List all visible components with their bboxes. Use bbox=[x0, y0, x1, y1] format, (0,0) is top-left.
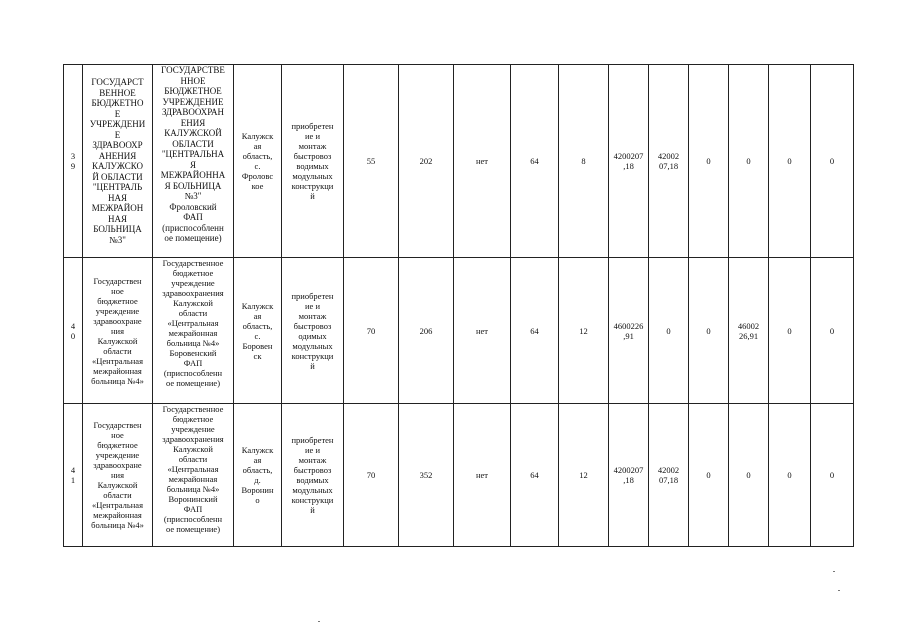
location-cell bbox=[234, 258, 282, 404]
value-cell-text: 55 bbox=[366, 156, 376, 166]
value-cell bbox=[454, 404, 511, 547]
amount-cell-text: 46002 26,91 bbox=[737, 320, 760, 341]
object-cell-text: ГОСУДАРСТВЕ ННОЕ БЮДЖЕТНОЕ УЧРЕЖДЕНИЕ ЗДРАВООХРАН ЕНИЯ КАЛУЖСКОЙ ОБЛАСТИ "ЦЕНТРАЛЬНА Я МЕЖРАЙОННА Я БОЛЬНИЦА №3" Фроловский ФАП (приспособленн ое помещение) bbox=[160, 65, 226, 243]
value-cell-text: 70 bbox=[366, 470, 376, 480]
row-number-cell bbox=[64, 258, 83, 404]
value-cell bbox=[511, 65, 559, 258]
value-cell-text: 0 bbox=[829, 470, 835, 480]
value-cell bbox=[511, 258, 559, 404]
value-cell bbox=[689, 404, 729, 547]
amount-cell-text: 4200207 ,18 bbox=[613, 151, 644, 171]
value-cell-text: 0 bbox=[706, 156, 711, 166]
work-type-cell-text: приобретен ие и монтаж быстровоз водимых модульных конструкци й bbox=[291, 121, 334, 201]
scan-speck bbox=[833, 571, 835, 572]
value-cell bbox=[689, 258, 729, 404]
table-row bbox=[64, 258, 854, 404]
work-type-cell bbox=[282, 65, 344, 258]
amount-cell-text: 4200207 ,18 bbox=[613, 465, 644, 485]
row-number-cell bbox=[64, 404, 83, 547]
scan-speck bbox=[838, 590, 840, 591]
work-type-cell-text: приобретен ие и монтаж быстровоз одимых модульных конструкци й bbox=[291, 290, 334, 371]
value-cell-text: нет bbox=[475, 156, 489, 166]
value-cell-text: 64 bbox=[530, 470, 539, 480]
organization-cell bbox=[83, 258, 153, 404]
work-type-cell bbox=[282, 404, 344, 547]
value-cell bbox=[399, 404, 454, 547]
value-cell bbox=[811, 65, 854, 258]
organization-cell-text: Государствен ное бюджетное учреждение здравоохране ния Калужской области «Центральная межрайонная больница №4» bbox=[91, 420, 144, 530]
value-cell bbox=[559, 258, 609, 404]
row-number-cell bbox=[64, 65, 83, 258]
location-cell bbox=[234, 65, 282, 258]
value-cell bbox=[344, 404, 399, 547]
amount-cell bbox=[729, 65, 769, 258]
object-cell bbox=[153, 65, 234, 258]
value-cell bbox=[399, 65, 454, 258]
value-cell-text: 8 bbox=[581, 156, 586, 166]
value-cell-text: 64 bbox=[530, 325, 539, 336]
object-cell-text: Государственное бюджетное учреждение здравоохранения Калужской области «Центральная межрайонная больница №4» Боровенский ФАП (приспособленн ое помещение) bbox=[162, 258, 224, 388]
amount-cell bbox=[649, 404, 689, 547]
row-number-cell-text: 3 9 bbox=[70, 151, 76, 171]
organization-cell-text: Государствен ное бюджетное учреждение здравоохране ния Калужской области «Центральная межрайонная больница №4» bbox=[91, 275, 144, 386]
location-cell-text: Калужск ая область, с. Фроловс кое bbox=[241, 131, 274, 191]
value-cell-text: 12 bbox=[579, 325, 588, 336]
location-cell-text: Калужск ая область, с. Боровен ск bbox=[241, 300, 274, 361]
value-cell-text: 352 bbox=[419, 470, 433, 480]
object-cell bbox=[153, 404, 234, 547]
value-cell-text: 0 bbox=[706, 325, 711, 336]
amount-cell-text: 0 bbox=[746, 156, 751, 166]
amount-cell-text: 42002 07,18 bbox=[657, 465, 680, 485]
value-cell bbox=[454, 65, 511, 258]
value-cell bbox=[399, 258, 454, 404]
amount-cell-text: 0 bbox=[666, 325, 671, 336]
amount-cell bbox=[609, 65, 649, 258]
value-cell-text: нет bbox=[475, 325, 489, 336]
work-type-cell-text: приобретен ие и монтаж быстровоз водимых модульных конструкци й bbox=[291, 435, 334, 515]
location-cell-text: Калужск ая область, д. Воронин о bbox=[241, 445, 274, 505]
value-cell-text: 206 bbox=[419, 325, 433, 336]
amount-cell bbox=[649, 65, 689, 258]
row-number-cell-text: 4 1 bbox=[70, 465, 76, 485]
value-cell bbox=[811, 404, 854, 547]
value-cell bbox=[559, 404, 609, 547]
value-cell bbox=[559, 65, 609, 258]
value-cell bbox=[344, 65, 399, 258]
value-cell bbox=[769, 404, 811, 547]
organization-cell-text: ГОСУДАРСТ ВЕННОЕ БЮДЖЕТНО Е УЧРЕЖДЕНИ Е ЗДРАВООХР АНЕНИЯ КАЛУЖСКО Й ОБЛАСТИ "ЦЕНТРАЛЬ НАЯ МЕЖРАЙОН НАЯ БОЛЬНИЦА №3" bbox=[89, 77, 146, 245]
scan-speck bbox=[318, 621, 320, 622]
document-table bbox=[63, 64, 854, 547]
value-cell-text: 0 bbox=[787, 470, 792, 480]
amount-cell bbox=[609, 258, 649, 404]
value-cell-text: 0 bbox=[829, 156, 835, 166]
value-cell bbox=[454, 258, 511, 404]
value-cell-text: 0 bbox=[787, 156, 792, 166]
value-cell-text: 202 bbox=[419, 156, 433, 166]
value-cell-text: 0 bbox=[787, 325, 792, 336]
amount-cell bbox=[609, 404, 649, 547]
table-body bbox=[64, 65, 854, 547]
value-cell bbox=[769, 258, 811, 404]
amount-cell bbox=[729, 404, 769, 547]
row-number-cell-text: 4 0 bbox=[70, 320, 76, 341]
object-cell bbox=[153, 258, 234, 404]
value-cell-text: 64 bbox=[530, 156, 539, 166]
object-cell-text: Государственное бюджетное учреждение здравоохранения Калужской области «Центральная межрайонная больница №4» Воронинский ФАП (приспособленн ое помещение) bbox=[162, 404, 224, 534]
value-cell bbox=[344, 258, 399, 404]
table-row bbox=[64, 65, 854, 258]
work-type-cell bbox=[282, 258, 344, 404]
location-cell bbox=[234, 404, 282, 547]
value-cell bbox=[769, 65, 811, 258]
amount-cell bbox=[729, 258, 769, 404]
table-row bbox=[64, 404, 854, 547]
value-cell-text: 0 bbox=[706, 470, 711, 480]
value-cell bbox=[811, 258, 854, 404]
value-cell-text: 12 bbox=[579, 470, 588, 480]
amount-cell-text: 4600226 ,91 bbox=[613, 320, 644, 341]
amount-cell bbox=[649, 258, 689, 404]
value-cell-text: 70 bbox=[366, 325, 376, 336]
value-cell-text: 0 bbox=[829, 325, 835, 336]
amount-cell-text: 42002 07,18 bbox=[657, 151, 680, 171]
amount-cell-text: 0 bbox=[746, 470, 751, 480]
value-cell-text: нет bbox=[475, 470, 489, 480]
organization-cell bbox=[83, 404, 153, 547]
value-cell bbox=[511, 404, 559, 547]
value-cell bbox=[689, 65, 729, 258]
organization-cell bbox=[83, 65, 153, 258]
